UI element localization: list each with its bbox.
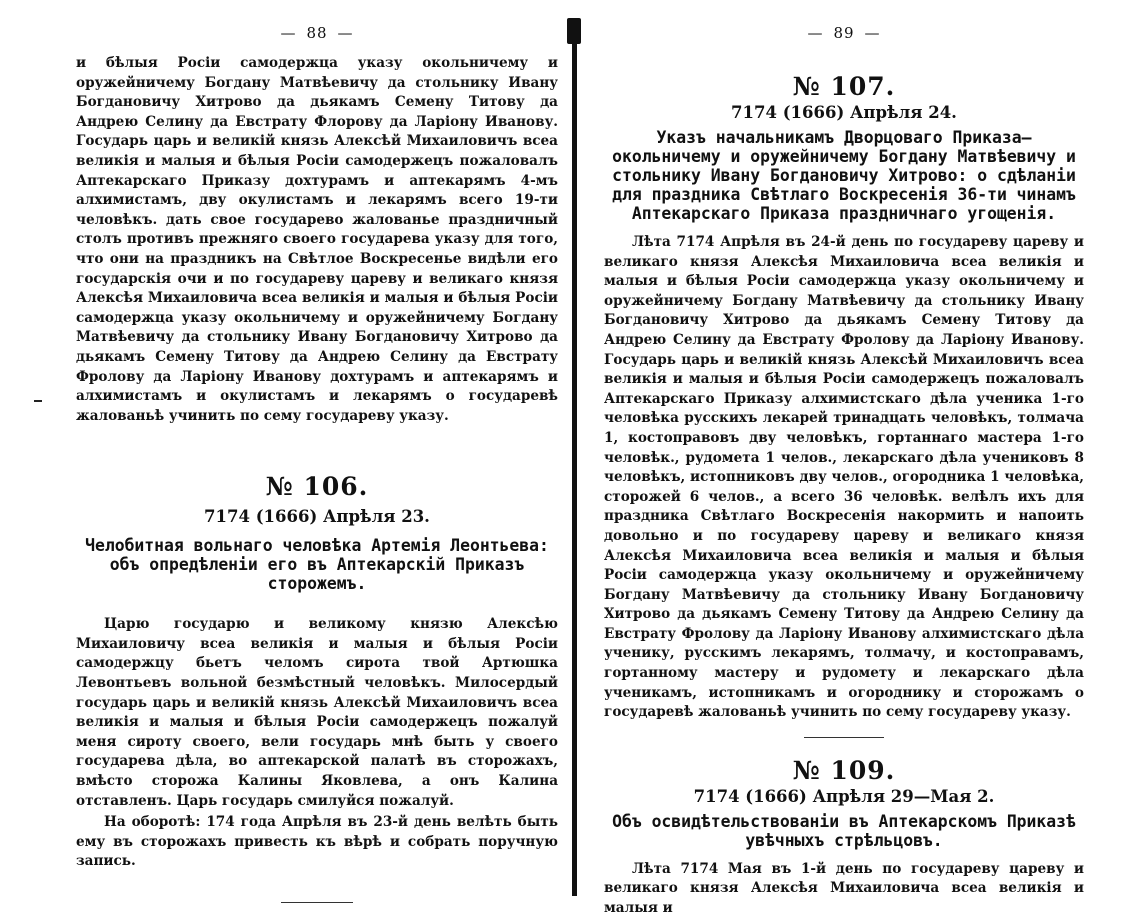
document-number: № 107. (792, 72, 896, 101)
document-106 (76, 472, 558, 872)
document-number: № 106. (265, 472, 369, 502)
document-paragraph: Царю государю и великому князю Алексѣю Михаиловичу всеа великія и малыя и бѣлыя Росіи самодержцу бьетъ челомъ сирота твой Артюшка Левонтьевъ вольной безмѣстный человѣкъ. Милосердый государь царь и великій князь Алексѣй Михаиловичъ всеа великія и малыя и бѣлыя Росіи самодержецъ пожалуй меня сироту своего, вели государь мнѣ быть у своего государева дѣла, во аптекарской палатѣ въ сторожахъ, вмѣсто сторожа Калины Яковлева, а онъ Калина отставленъ. Царь государь смилуйся пожалуй. (76, 616, 558, 809)
document-number: № 109. (792, 755, 896, 785)
document-paragraph: Лѣта 7174 Апрѣля въ 24-й день по государеву цареву и великаго князя Алексѣя Михаиловича всеа великія и малыя и бѣлыя Росіи самодержца указу окольничему и оружейничему Богдану Матвѣевичу да стольнику Ивану Богдановичу Хитрово да дьякамъ Семену Титову да Андрею Селину да Евстрату Фролову да Ларіону Иванову. Государь царь и великій князь Алексѣй Михаиловичъ всеа великія и малыя и бѣлыя Росіи самодержецъ пожаловалъ Аптекарскаго Приказу алхимистскаго дѣла ученика 1-го человѣка русскихъ лекарей тринадцать человѣкъ, толмача 1, костоправовъ дву человѣкъ, гортаннаго мастера 1-го человѣк., рудомета 1 челов., лекарскаго дѣла учениковъ 8 человѣкъ, истопниковъ дву челов., огородника 1 человѣка, сторожей 6 челов., а всего 36 человѣк. велѣлъ ихъ для праздника Свѣтлаго Воскресенія накормить и напоить довольно и по государеву цареву и великаго князя Алексѣя Михаиловича всеа великія и малыя и бѣлыя Росіи самодержца указу окольничему и оружейничему Богдану Матвѣевичу да стольнику Ивану Богдановичу Хитрово да дьякамъ Семену Титову да Андрею Селину да Евстрату Фролову да Ларіону Иванову алхимистскаго дѣла ученику, русскимъ лекарямъ, толмачу, и костоправамъ, гортанному мастеру и рудомету и лекарскаго дѣла ученикамъ, истопникамъ и огороднику и сторожамъ о государевѣ жалованьѣ учинить по сему государеву указу. (604, 234, 1084, 721)
page-number-header: — 89 — (807, 24, 881, 42)
page-number: 88 (306, 24, 328, 42)
document-paragraph: Лѣта 7174 Мая въ 1-й день по государеву цареву и великаго князя Алексѣя Михаиловича всеа великія и малыя и (604, 860, 1084, 917)
continuation-text: и бѣлыя Росіи самодержца указу окольничему и оружейничему Богдану Матвѣевичу да стольнику Ивану Богдановичу Хитрово да дьякамъ Семену Титову да Андрею Селину да Евстрату Флорову да Ларіону Иванову. Государь царь и великій князь Алексѣй Михаиловичъ всеа великія и малыя и бѣлыя Росіи самодержецъ пожаловалъ Аптекарскаго Приказу дохтурамъ и аптекарямъ 4-мъ алхимистамъ, дву окулистамъ и лекарямъ всего 19-ти человѣкъ. дать свое государево жалованье праздничный столъ противъ прежняго своего государева указу для того, что они на праздникъ на Свѣтлое Воскресенье видѣли его государскія очи и по государеву цареву и великаго князя Алексѣя Михаиловича всеа великія и малыя и бѣлыя Росіи самодержца указу окольничему и оружейничему Богдану Матвѣевичу да стольнику Ивану Богдановичу Хитрово да дьякамъ Семену Титову да Андрею Селину да Евстрату Фролову да Ларіону Иванову дохтурамъ и аптекарямъ и алхимистамъ и окулистамъ и лекарямъ о государевѣ жалованьѣ учинить по сему государеву указу. (76, 55, 558, 424)
document-title: Объ освидѣтельствованіи въ Аптекарскомъ Приказѣ увѣчныхъ стрѣльцовъ. (612, 811, 1076, 850)
document-title: Челобитная вольнаго человѣка Артемія Леонтьева: объ опредѣленіи его въ Аптекарскій Приказъ сторожемъ. (85, 536, 549, 594)
document-date: 7174 (1666) Апрѣля 29—Мая 2. (693, 786, 995, 806)
document-paragraph: На оборотѣ: 174 года Апрѣля въ 23-й день велѣть быть ему въ сторожахъ привесть къ вѣрѣ и собрать поручную запись. (76, 814, 558, 870)
right-page (582, 0, 1140, 917)
document-109 (604, 756, 1084, 919)
left-page (0, 0, 570, 896)
page-number: 89 (833, 24, 855, 42)
section-divider (804, 737, 884, 738)
document-date: 7174 (1666) Апрѣля 24. (731, 103, 957, 122)
document-title: Указъ начальникамъ Дворцоваго Приказа—окольничему и оружейничему Богдану Матвѣевичу и стольнику Ивану Богдановичу Хитрово: о сдѣланіи для праздника Свѣтлаго Воскресенія 36-ти чинамъ Аптекарскаго Приказа праздничнаго угощенія. (612, 128, 1076, 223)
book-spine (572, 18, 577, 896)
document-107 (604, 72, 1084, 723)
document-date: 7174 (1666) Апрѣля 23. (204, 507, 430, 527)
section-divider (281, 902, 353, 903)
page-number-header: — 88 — (280, 24, 354, 42)
